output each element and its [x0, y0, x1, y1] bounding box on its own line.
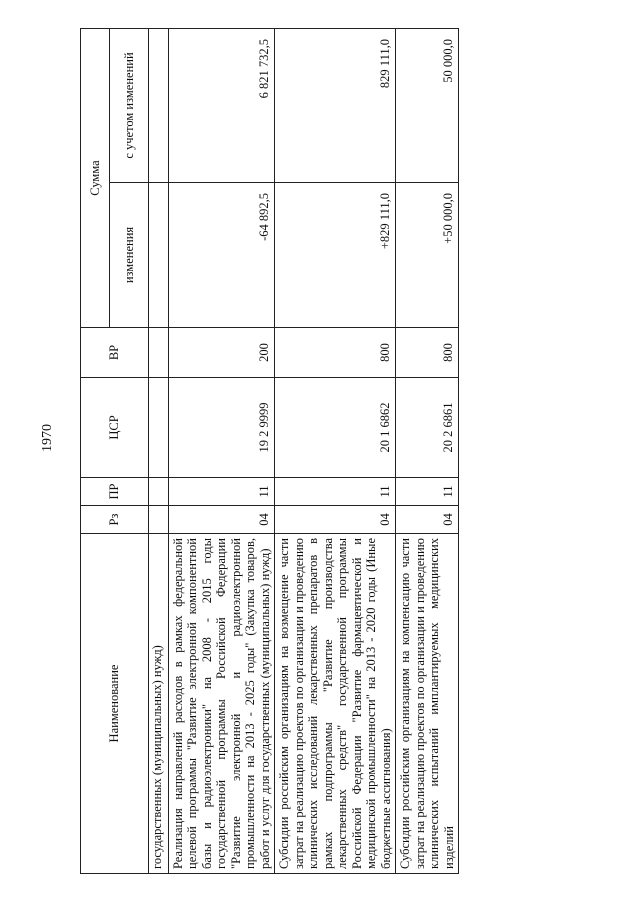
row-total: 50 000,0 [396, 29, 459, 183]
table-row [168, 29, 275, 874]
row-csr: 20 1 6862 [275, 378, 396, 478]
row-csr: 20 2 6861 [396, 378, 459, 478]
row-csr: 19 2 9999 [168, 378, 275, 478]
row-name: Субсидии российским организациям на возмещение части затрат на реализацию проектов по организации и проведению клинических исследований лекарственных препаратов в рамках подпрограммы "Развитие производства лекарственных средств" государственной программы Российской Федерации "Развитие фармацевтической и медицинской промышленности" на 2013 - 2020 годы (Иные бюджетные ассигнования) [275, 534, 396, 874]
table-row [396, 29, 459, 874]
row-pr [149, 478, 169, 506]
rotated-page [80, 29, 540, 874]
header-summa: Сумма [81, 29, 110, 328]
header-row-1 [81, 29, 110, 874]
row-change: +50 000,0 [396, 183, 459, 328]
row-vr: 200 [168, 328, 275, 378]
page-number: 1970 [40, 424, 55, 452]
budget-table [80, 28, 459, 874]
row-rz: 04 [396, 506, 459, 534]
header-vr: ВР [81, 328, 149, 378]
row-total: 829 111,0 [275, 29, 396, 183]
table-row [275, 29, 396, 874]
header-rz: Рз [81, 506, 149, 534]
header-name: Наименование [81, 534, 149, 874]
header-csr: ЦСР [81, 378, 149, 478]
row-vr: 800 [275, 328, 396, 378]
row-vr: 800 [396, 328, 459, 378]
row-vr [149, 328, 169, 378]
row-total: 6 821 732,5 [168, 29, 275, 183]
row-name: Субсидии российским организациям на компенсацию части затрат на реализацию проектов по организации и проведению клинических испытаний имплантируемых медицинских изделий [396, 534, 459, 874]
row-rz: 04 [168, 506, 275, 534]
row-pr: 11 [275, 478, 396, 506]
header-pr: ПР [81, 478, 149, 506]
row-name: государственных (муниципальных) нужд) [149, 534, 169, 874]
table-row [149, 29, 169, 874]
row-rz: 04 [275, 506, 396, 534]
row-name: Реализация направлений расходов в рамках федеральной целевой программы "Развитие электронной компонентной базы и радиоэлектроники" на 2008 - 2015 годы государственной программы Российской Федерации "Развитие электронной и радиоэлектронной промышленности на 2013 - 2025 годы" (Закупка товаров, работ и услуг для государственных (муниципальных) нужд) [168, 534, 275, 874]
row-pr: 11 [168, 478, 275, 506]
header-change: изменения [110, 183, 149, 328]
row-change: +829 111,0 [275, 183, 396, 328]
row-change [149, 183, 169, 328]
row-total [149, 29, 169, 183]
header-with-change: с учетом изменений [110, 29, 149, 183]
row-pr: 11 [396, 478, 459, 506]
row-change: -64 892,5 [168, 183, 275, 328]
row-rz [149, 506, 169, 534]
row-csr [149, 378, 169, 478]
